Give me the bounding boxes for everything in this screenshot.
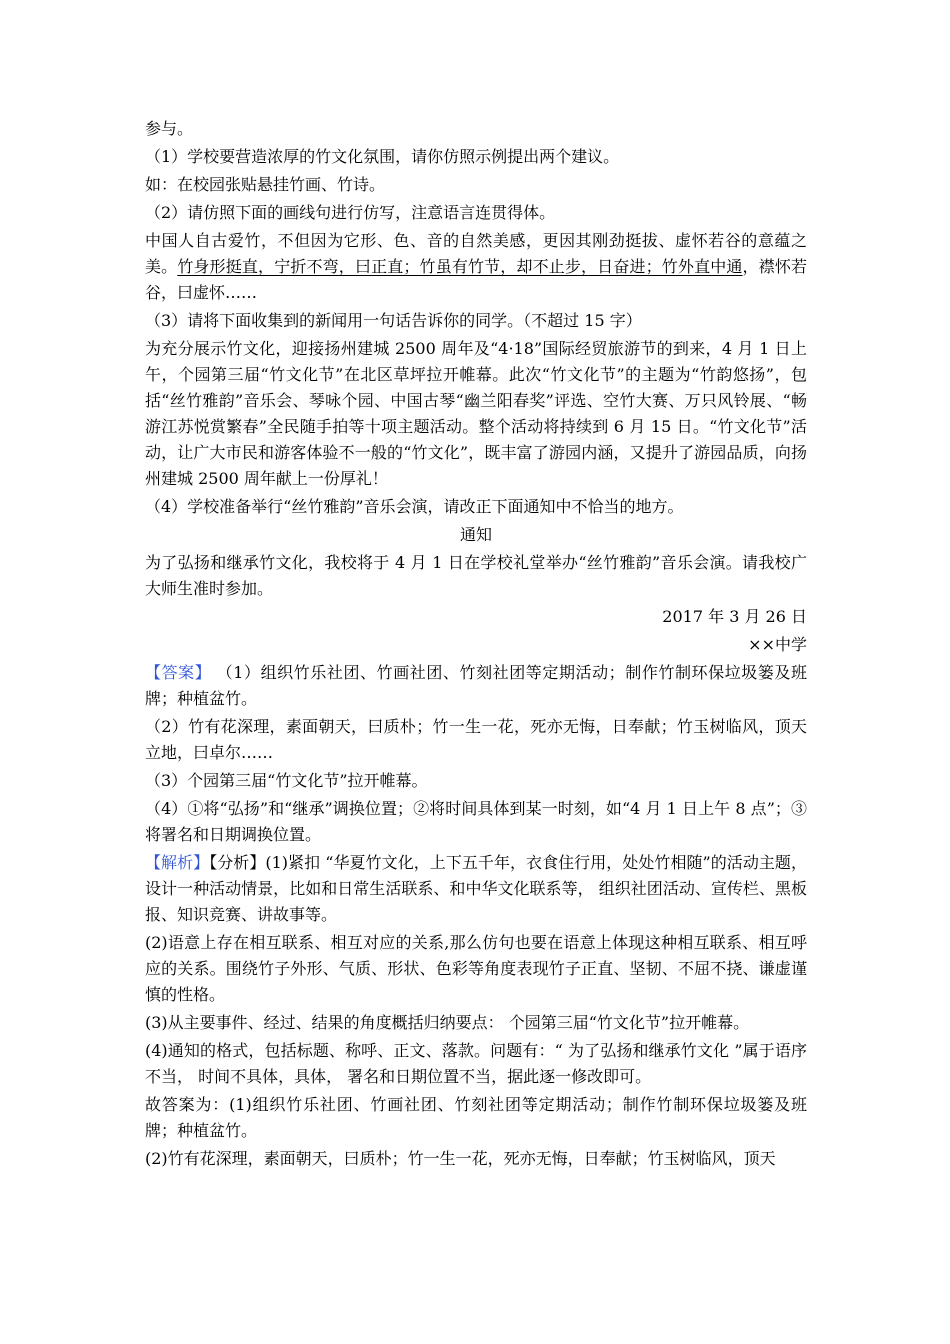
analysis-1: 【分析】(1)紧扣 “华夏竹文化，上下五千年，衣食住行用，处处竹相随”的活动主题，设计一种活动情景，比如和日常生活联系、和中华文化联系等， 组织社团活动、宣传栏、黑板报、知识竞赛、讲故事等。 (145, 853, 807, 924)
analysis-2: (2)语意上存在相互联系、相互对应的关系,那么仿句也要在语意上体现这种相互联系、相互呼应的关系。围绕竹子外形、气质、形状、色彩等角度表现竹子正直、坚韧、不屈不挠、谦虚谨慎的性格。 (145, 933, 807, 1004)
document-page (145, 116, 807, 1172)
example-line: 如：在校园张贴悬挂竹画、竹诗。 (145, 175, 386, 194)
passage-text: 中国人自古爱竹，不但因为它形、色、音的自然美感，更因其刚劲挺拔、虚怀若谷的意蕴之美。 (145, 231, 807, 276)
passage-continuation: ，襟怀若谷，曰虚怀…… (145, 257, 807, 302)
analysis-3: (3)从主要事件、经过、结果的角度概括归纳要点： 个园第三届“竹文化节”拉开帷幕。 (145, 1013, 750, 1032)
answer-tag: 【答案】 (145, 663, 212, 682)
question-1: （1）学校要营造浓厚的竹文化氛围，请你仿照示例提出两个建议。 (145, 147, 620, 166)
underlined-sentence: 竹身形挺直，宁折不弯，曰正直；竹虽有竹节，却不止步，日奋进；竹外直中通 (177, 257, 743, 276)
question-2: （2）请仿照下面的画线句进行仿写，注意语言连贯得体。 (145, 203, 556, 222)
analysis-6: (2)竹有花深理，素面朝天，曰质朴；竹一生一花，死亦无悔，日奉献；竹玉树临风，顶天 (145, 1149, 776, 1168)
notice-body: 为了弘扬和继承竹文化，我校将于 4 月 1 日在学校礼堂举办“丝竹雅韵”音乐会演。请我校广大师生准时参加。 (145, 553, 807, 598)
question-3: （3）请将下面收集到的新闻用一句话告诉你的同学。（不超过 15 字） (145, 311, 642, 330)
news-paragraph: 为充分展示竹文化，迎接扬州建城 2500 周年及“4·18”国际经贸旅游节的到来，4 月 1 日上午，个园第三届“竹文化节”在北区草坪拉开帷幕。此次“竹文化节”的主题为“竹韵悠扬”，包括“丝竹雅韵”音乐会、琴咏个园、中国古琴“幽兰阳春奖”评选、空竹大赛、万只风铃展、“畅游江苏悦赏繁春”全民随手拍等十项主题活动。整个活动将持续到 6 月 15 日。“竹文化节”活动，让广大市民和游客体验不一般的“竹文化”，既丰富了游园内涵，又提升了游园品质，向扬州建城 2500 周年献上一份厚礼！ (145, 339, 807, 488)
analysis-5: 故答案为：(1)组织竹乐社团、竹画社团、竹刻社团等定期活动；制作竹制环保垃圾篓及班牌；种植盆竹。 (145, 1095, 807, 1140)
notice-date: 2017 年 3 月 26 日 (662, 607, 807, 626)
analysis-block (145, 850, 807, 928)
answer-4: （4）①将“弘扬”和“继承”调换位置；②将时间具体到某一时刻，如“4 月 1 日上午 8 点”；③将署名和日期调换位置。 (145, 799, 807, 844)
answer-1: （1）组织竹乐社团、竹画社团、竹刻社团等定期活动；制作竹制环保垃圾篓及班牌；种植盆竹。 (145, 663, 807, 708)
answer-block (145, 660, 807, 712)
analysis-4: (4)通知的格式，包括标题、称呼、正文、落款。问题有：“ 为了弘扬和继承竹文化 ”属于语序不当， 时间不具体，具体， 署名和日期位置不当，据此逐一修改即可。 (145, 1041, 807, 1086)
notice-signature: ××中学 (748, 635, 807, 654)
question-4: （4）学校准备举行“丝竹雅韵”音乐会演，请改正下面通知中不恰当的地方。 (145, 497, 684, 516)
passage-paragraph (145, 228, 807, 306)
answer-3: （3）个园第三届“竹文化节”拉开帷幕。 (145, 771, 428, 790)
answer-2: （2）竹有花深理，素面朝天，曰质朴；竹一生一花，死亦无悔，日奉献；竹玉树临风，顶天立地，曰卓尔…… (145, 717, 807, 762)
notice-title: 通知 (459, 525, 492, 544)
analysis-tag: 【解析】 (145, 853, 210, 872)
text-line: 参与。 (145, 119, 194, 138)
